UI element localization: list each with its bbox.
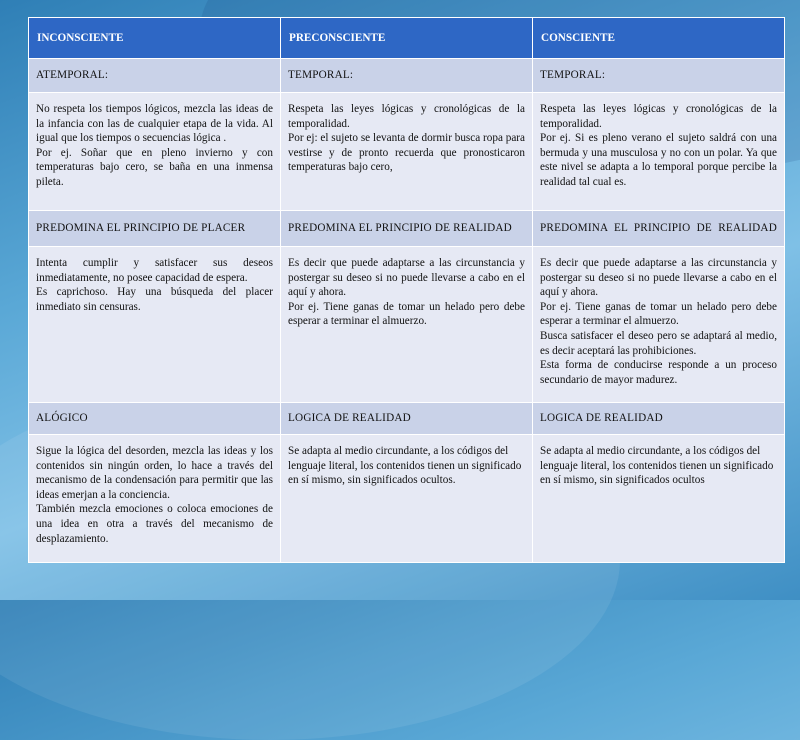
table-row (29, 435, 785, 563)
label-cell: LOGICA DE REALIDAD (281, 403, 533, 435)
table-row (29, 59, 785, 93)
header-inconsciente: INCONSCIENTE (29, 18, 281, 59)
cell-paragraph: Se adapta al medio circundante, a los códigos del lenguaje literal, los contenidos tienen un significado en sí mismo, sin significados ocultos. (288, 445, 522, 487)
cell-paragraph: Por ej. Soñar que en pleno invierno y con temperaturas bajo cero, se baña en una inmensa pileta. (36, 146, 273, 188)
label-cell: PREDOMINA EL PRINCIPIO DE PLACER (29, 211, 281, 247)
table-row (29, 211, 785, 247)
body-cell (29, 247, 281, 403)
body-cell (29, 93, 281, 211)
table-row (29, 247, 785, 403)
cell-paragraph: Busca satisfacer el deseo pero se adaptará al medio, es decir aceptará las prohibiciones. (540, 329, 777, 357)
table-header-row (29, 18, 785, 59)
cell-paragraph: Respeta las leyes lógicas y cronológicas de la temporalidad. (288, 103, 525, 130)
cell-paragraph: Es caprichoso. Hay una búsqueda del placer inmediato sin censuras. (36, 286, 273, 313)
cell-paragraph: Sigue la lógica del desorden, mezcla las ideas y los contenidos sin ningún orden, lo hace a través del mecanismo de la condensación para permitir que las ideas emerjan a la conciencia. (36, 445, 273, 501)
body-cell (281, 93, 533, 211)
cell-paragraph: También mezcla emociones o coloca emociones de una idea en otra a través del mecanismo de desplazamiento. (36, 503, 273, 545)
cell-paragraph: Intenta cumplir y satisfacer sus deseos inmediatamente, no posee capacidad de espera. (36, 257, 273, 284)
header-preconsciente: PRECONSCIENTE (281, 18, 533, 59)
label-cell: TEMPORAL: (533, 59, 785, 93)
header-consciente: CONSCIENTE (533, 18, 785, 59)
body-cell (29, 435, 281, 563)
cell-paragraph: Por ej: el sujeto se levanta de dormir busca ropa para vestirse y de pronto recuerda que pronosticaron temperaturas bajo cero, (288, 132, 525, 174)
table-row (29, 403, 785, 435)
cell-paragraph: Se adapta al medio circundante, a los códigos del lenguaje literal, los contenidos tienen un significado en sí mismo, sin significados ocultos (540, 445, 774, 487)
cell-paragraph: Es decir que puede adaptarse a las circunstancia y postergar su deseo si no puede llevarse a cabo en el aquí y ahora. (540, 257, 777, 299)
body-cell (281, 247, 533, 403)
comparison-table (28, 17, 785, 563)
label-cell: PREDOMINA EL PRINCIPIO DE REALIDAD (533, 211, 785, 247)
table-row (29, 93, 785, 211)
body-cell (533, 247, 785, 403)
label-cell: TEMPORAL: (281, 59, 533, 93)
cell-paragraph: Es decir que puede adaptarse a las circunstancia y postergar su deseo si no puede llevarse a cabo en el aquí y ahora. (288, 257, 525, 299)
cell-paragraph: Respeta las leyes lógicas y cronológicas de la temporalidad. (540, 103, 777, 130)
cell-paragraph: No respeta los tiempos lógicos, mezcla las ideas de la infancia con las de cualquier etapa de la vida. Al igual que los tiempos o secuencias lógica . (36, 103, 273, 145)
cell-paragraph: Esta forma de conducirse responde a un proceso secundario de mayor madurez. (540, 359, 777, 386)
body-cell (533, 435, 785, 563)
cell-paragraph: Por ej. Tiene ganas de tomar un helado pero debe esperar a terminar el almuerzo. (288, 300, 525, 328)
label-cell: PREDOMINA EL PRINCIPIO DE REALIDAD (281, 211, 533, 247)
cell-paragraph: Por ej. Tiene ganas de tomar un helado pero debe esperar a terminar el almuerzo. (540, 300, 777, 328)
body-cell (533, 93, 785, 211)
label-cell: ATEMPORAL: (29, 59, 281, 93)
label-cell: ALÓGICO (29, 403, 281, 435)
cell-paragraph: Por ej. Si es pleno verano el sujeto saldrá con una bermuda y una musculosa y no con un polar. Ya que este nivel se adapta a lo temporal porque percibe la realidad tal cual es. (540, 132, 777, 188)
body-cell (281, 435, 533, 563)
label-cell: LOGICA DE REALIDAD (533, 403, 785, 435)
